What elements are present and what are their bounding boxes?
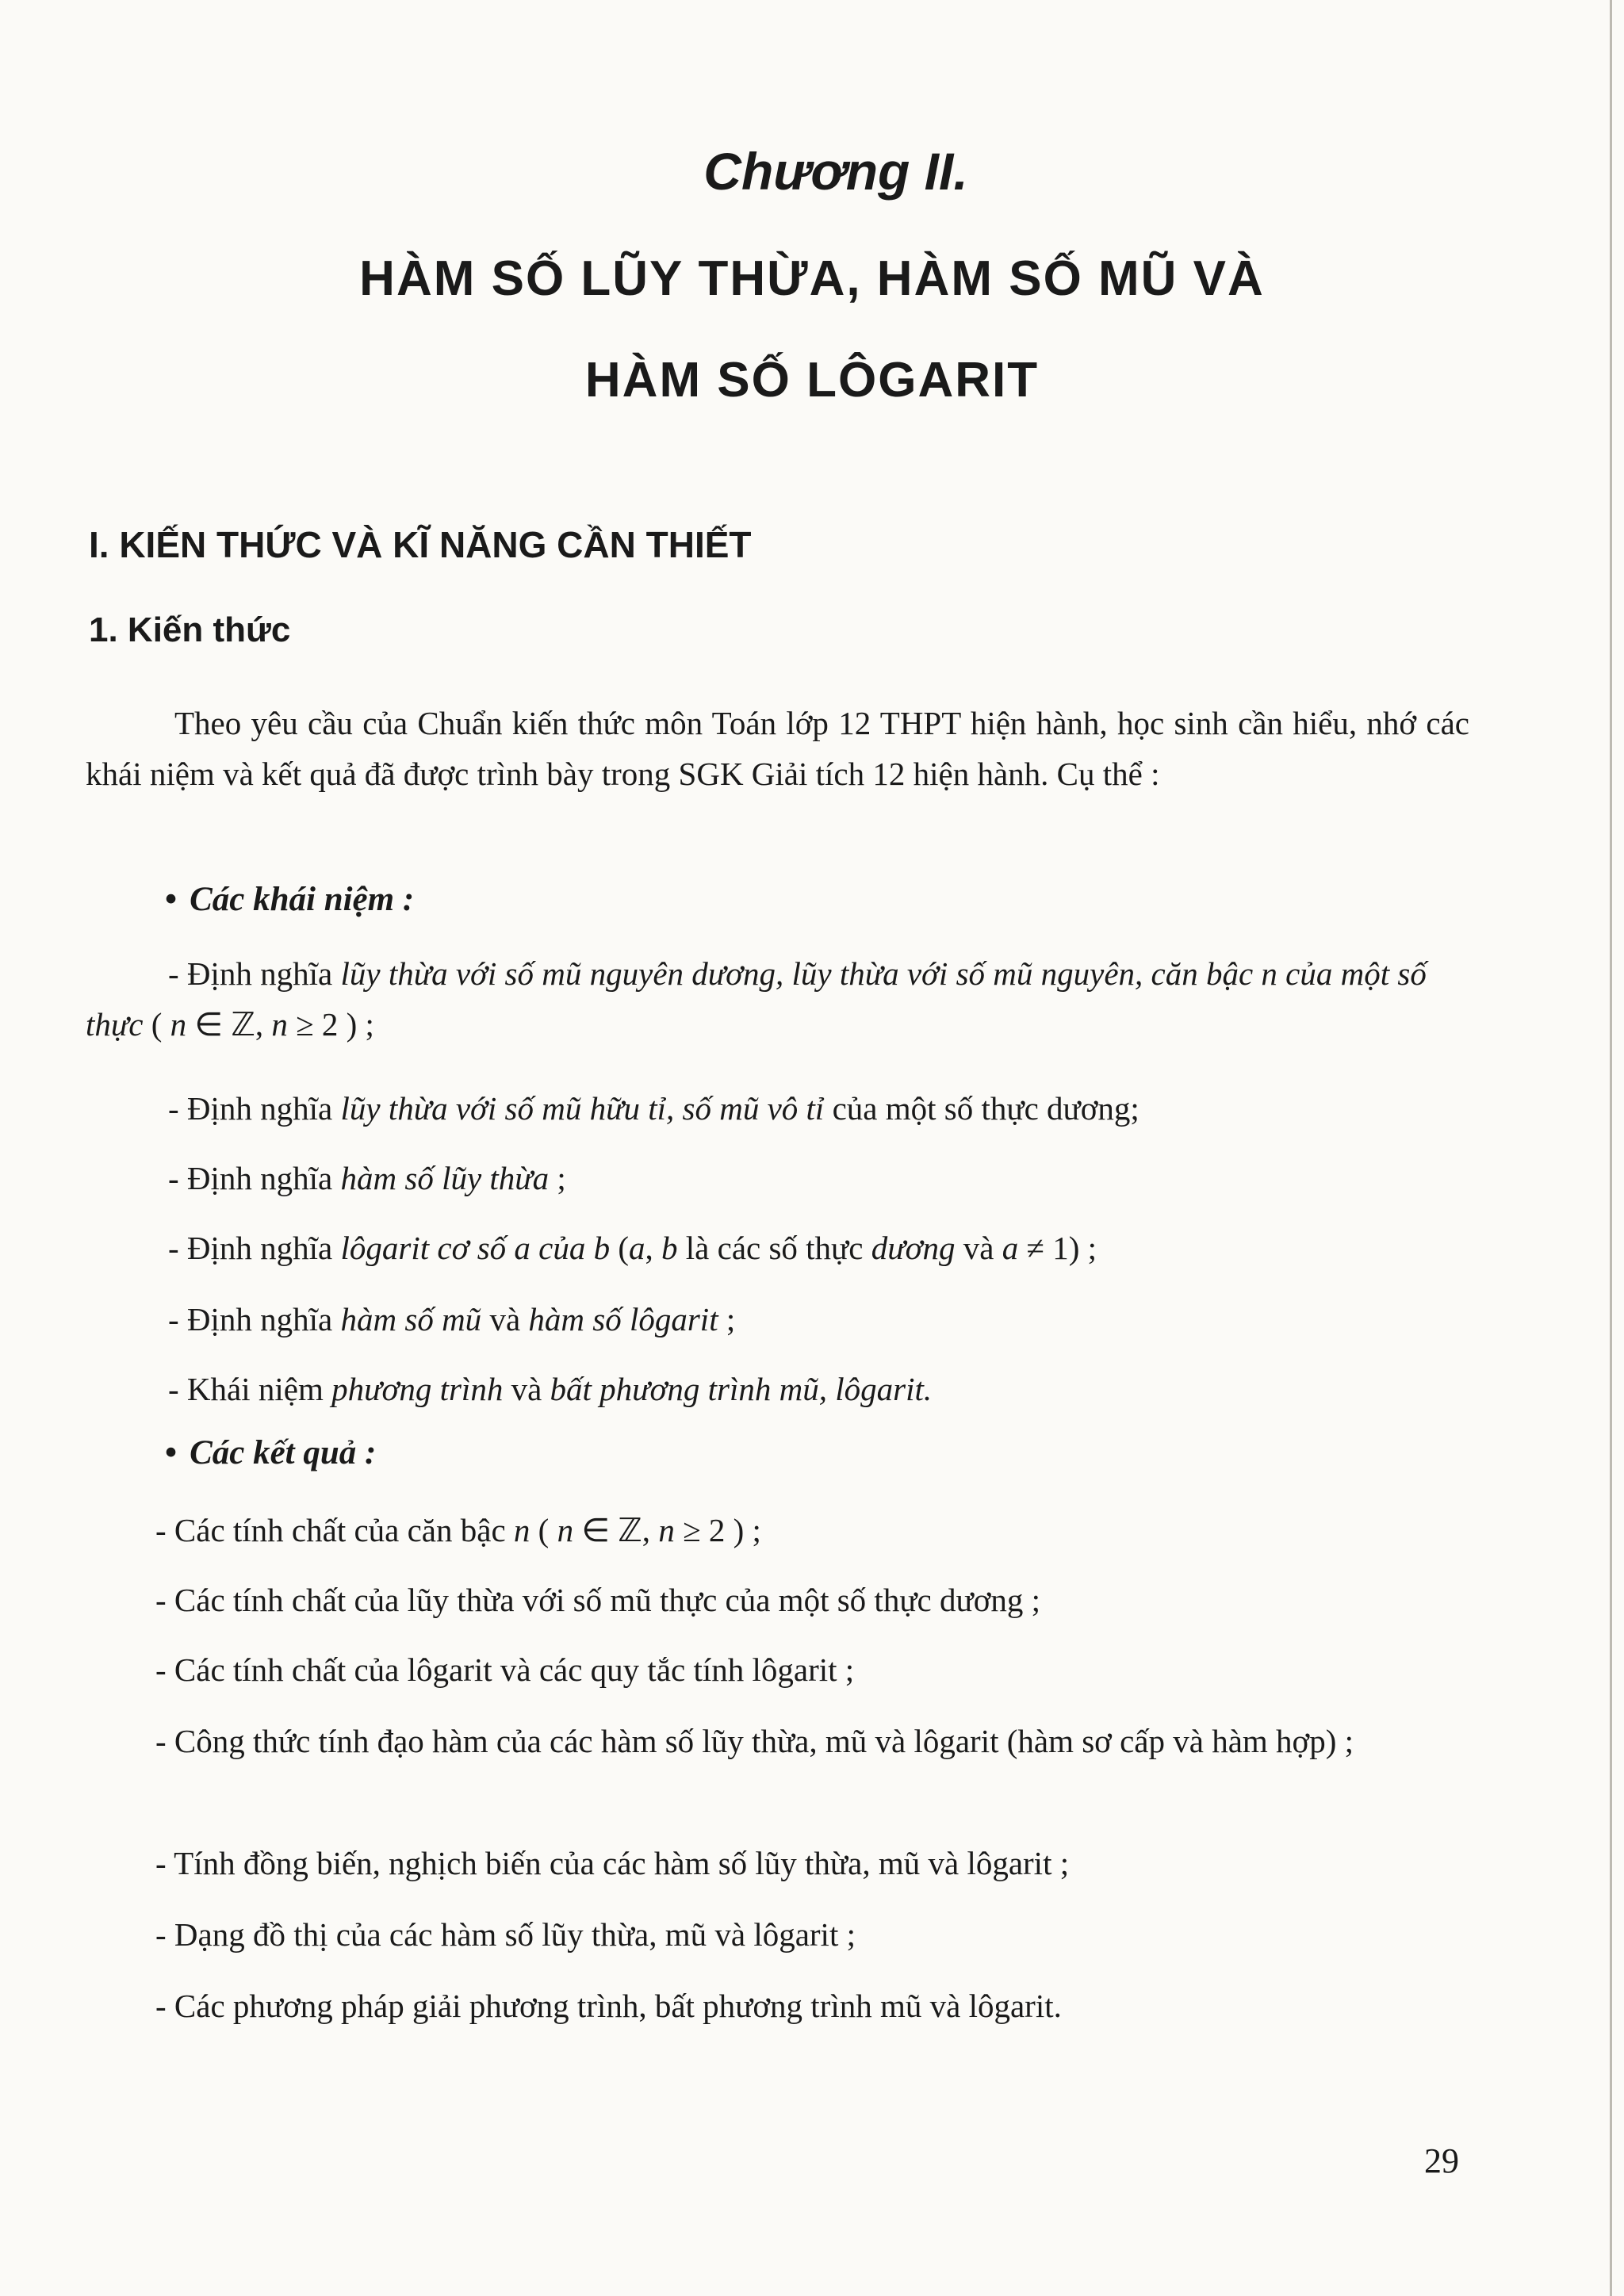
result-item: - Dạng đồ thị của các hàm số lũy thừa, mũ và lôgarit ;	[155, 1916, 856, 1953]
concept-item: - Định nghĩa lôgarit cơ số a của b (a, b là các số thực dương và a ≠ 1) ;	[168, 1230, 1097, 1266]
concept-item: - Định nghĩa lũy thừa với số mũ hữu tỉ, số mũ vô tỉ của một số thực dương;	[168, 1090, 1139, 1127]
page-number: 29	[1424, 2141, 1459, 2180]
result-item: - Các tính chất của căn bậc n ( n ∈ ℤ, n ≥ 2 ) ;	[155, 1512, 761, 1548]
bullet-icon: •	[165, 881, 178, 918]
chapter-title-line-2: HÀM SỐ LÔGARIT	[584, 353, 1040, 408]
page-edge-line	[1610, 0, 1612, 2296]
section-heading: I. KIẾN THỨC VÀ KĨ NĂNG CẦN THIẾT	[89, 524, 752, 565]
result-item: - Các tính chất của lôgarit và các quy tắc tính lôgarit ;	[155, 1651, 855, 1688]
result-item: - Các tính chất của lũy thừa với số mũ thực của một số thực dương ;	[155, 1582, 1041, 1618]
bullet-icon: •	[165, 1434, 178, 1471]
result-item: - Tính đồng biến, nghịch biến của các hàm số lũy thừa, mũ và lôgarit ;	[155, 1845, 1070, 1881]
results-label-text: Các kết quả :	[190, 1434, 377, 1471]
sub-heading: 1. Kiến thức	[89, 610, 291, 649]
result-item: - Công thức tính đạo hàm của các hàm số lũy thừa, mũ và lôgarit (hàm sơ cấp và hàm hợp) ;	[155, 1723, 1354, 1759]
chapter-label: Chương II.	[703, 142, 968, 201]
chapter-title-line-1: HÀM SỐ LŨY THỪA, HÀM SỐ MŨ VÀ	[359, 251, 1265, 306]
concepts-label-text: Các khái niệm :	[190, 881, 415, 918]
intro-paragraph: Theo yêu cầu của Chuẩn kiến thức môn Toán lớp 12 THPT hiện hành, học sinh cần hiểu, nhớ các khái niệm và kết quả đã được trình bày trong SGK Giải tích 12 hiện hành. Cụ thể :	[86, 705, 1469, 792]
concept-item: - Định nghĩa lũy thừa với số mũ nguyên dương, lũy thừa với số mũ nguyên, căn bậc n của một số thực ( n ∈ ℤ, n ≥ 2 ) ;	[86, 955, 1427, 1043]
result-item: - Các phương pháp giải phương trình, bất phương trình mũ và lôgarit.	[155, 1988, 1062, 2024]
chapter-title	[0, 228, 1624, 431]
concept-item: - Khái niệm phương trình và bất phương trình mũ, lôgarit.	[168, 1371, 933, 1407]
results-label	[165, 1433, 376, 1472]
concepts-label	[165, 880, 414, 919]
concept-item: - Định nghĩa hàm số lũy thừa ;	[168, 1160, 566, 1196]
concept-item: - Định nghĩa hàm số mũ và hàm số lôgarit ;	[168, 1301, 736, 1337]
